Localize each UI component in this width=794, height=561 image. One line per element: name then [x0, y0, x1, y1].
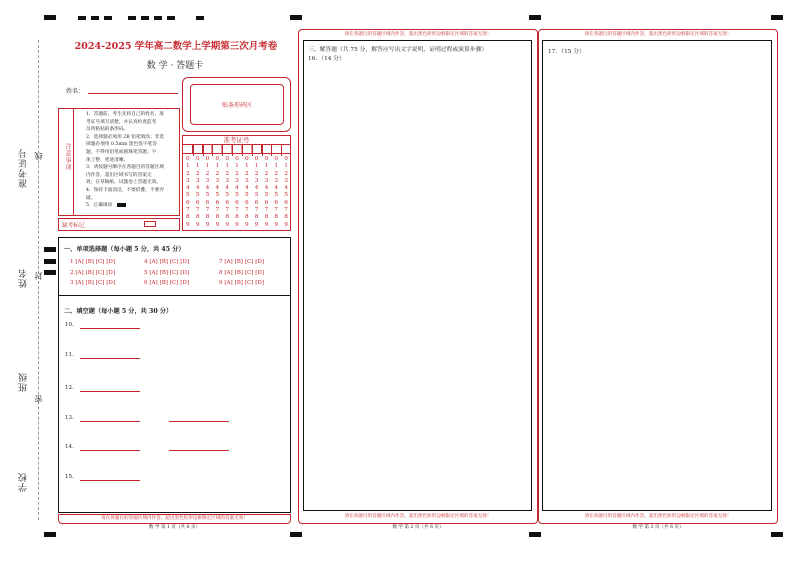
exam-no-digit-bubble[interactable]: 3	[254, 177, 259, 184]
exam-no-digit-column	[233, 156, 241, 229]
exam-no-digit-bubble[interactable]: 8	[254, 214, 259, 221]
exam-no-digit-bubble[interactable]: 6	[205, 199, 210, 206]
exam-no-digit-bubble[interactable]: 0	[205, 156, 210, 162]
exam-no-digit-bubble[interactable]: 1	[195, 163, 200, 170]
notes-text	[86, 111, 178, 210]
alignment-mark	[529, 15, 541, 20]
choice-row	[70, 270, 290, 281]
alignment-mark	[78, 16, 86, 20]
q17-label: 17．（15 分）	[548, 49, 585, 55]
alignment-mark	[290, 15, 302, 20]
exam-no-digit-bubble[interactable]: 1	[254, 163, 259, 170]
exam-no-digit-column	[184, 156, 192, 229]
exam-no-digit-bubble[interactable]: 0	[284, 156, 288, 162]
notes-line: 内作答，超出区域书写的答案无	[86, 172, 152, 178]
exam-no-digit-bubble[interactable]: 4	[264, 185, 269, 192]
choice-q6[interactable]: 6 [A] [B] [C] [D]	[144, 280, 190, 286]
name-input-line[interactable]	[88, 93, 178, 94]
exam-no-digit-bubble[interactable]: 1	[264, 163, 269, 170]
page-title: 2024-2025 学年高二数学上学期第三次月考卷	[74, 41, 278, 52]
exam-no-digit-bubble[interactable]: 5	[254, 192, 259, 199]
exam-no-digit-bubble[interactable]: 9	[274, 221, 279, 228]
exam-no-digit-bubble[interactable]: 3	[284, 177, 288, 184]
exam-no-digit-bubble[interactable]: 2	[186, 170, 190, 177]
exam-no-digit-bubble[interactable]: 0	[274, 156, 279, 162]
footer-page1: 数 学 第 1 页（共 6 页）	[148, 525, 201, 530]
exam-no-digit-bubble[interactable]: 8	[284, 214, 288, 221]
fill-number: 13．	[65, 415, 78, 421]
exam-no-digit-bubble[interactable]: 3	[235, 177, 239, 184]
exam-no-digit-bubble[interactable]: 0	[186, 156, 190, 162]
exam-no-digit-bubble[interactable]: 2	[195, 170, 200, 177]
choice-q9[interactable]: 9 [A] [B] [C] [D]	[219, 280, 265, 286]
exam-no-digit-bubble[interactable]: 4	[284, 185, 288, 192]
exam-no-digit-bubble[interactable]: 8	[244, 214, 249, 221]
exam-no-column-separator	[242, 145, 243, 156]
exam-no-digit-bubble[interactable]: 4	[195, 185, 200, 192]
exam-no-digit-bubble[interactable]: 8	[264, 214, 269, 221]
side-mark	[44, 270, 56, 275]
choice-row	[70, 259, 290, 270]
warning-text-page2-top: 请在各题目的答题区域内作答，超出黑色矩形边框限定区域的答案无效！	[344, 32, 492, 37]
fill-number: 14．	[65, 444, 78, 450]
fill-item-12	[65, 384, 140, 392]
exam-no-digit-column	[204, 156, 212, 229]
alignment-mark	[290, 532, 302, 537]
exam-no-column-separator	[222, 145, 223, 156]
exam-no-digit-bubble[interactable]: 1	[225, 163, 230, 170]
exam-no-digit-bubble[interactable]: 1	[235, 163, 239, 170]
exam-no-digit-bubble[interactable]: 6	[215, 199, 220, 206]
exam-no-digit-bubble[interactable]: 1	[186, 163, 190, 170]
fill-item-13	[65, 414, 229, 422]
exam-no-digit-bubble[interactable]: 5	[235, 192, 239, 199]
exam-no-digit-bubble[interactable]: 7	[235, 207, 239, 214]
exam-no-digit-column	[223, 156, 231, 229]
exam-no-column-separator	[252, 145, 253, 156]
alignment-mark	[141, 16, 149, 20]
exam-no-digit-column	[272, 156, 280, 229]
exam-no-digit-bubble[interactable]: 2	[205, 170, 210, 177]
binding-name-label: 姓名	[19, 268, 29, 288]
exam-no-digit-bubble[interactable]: 7	[274, 207, 279, 214]
warning-text-page2-bottom: 请在各题目的答题区域内作答，超出黑色矩形边框限定区域的答案无效！	[344, 514, 492, 519]
exam-no-digit-bubble[interactable]: 7	[225, 207, 230, 214]
exam-no-digit-bubble[interactable]: 6	[235, 199, 239, 206]
exam-no-digit-bubble[interactable]: 5	[284, 192, 288, 199]
exam-no-digit-bubble[interactable]: 1	[215, 163, 220, 170]
exam-no-digit-bubble[interactable]: 9	[254, 221, 259, 228]
choice-q5[interactable]: 5 [A] [B] [C] [D]	[144, 269, 190, 276]
exam-no-digit-bubble[interactable]: 7	[215, 207, 220, 214]
notes-line: 3．请按题号顺序在各题目的答题区域	[86, 165, 164, 171]
exam-no-digit-bubble[interactable]: 8	[215, 214, 220, 221]
exam-no-digit-bubble[interactable]: 5	[225, 192, 230, 199]
exam-no-digit-bubble[interactable]: 6	[244, 199, 249, 206]
exam-no-digit-bubble[interactable]: 9	[284, 221, 288, 228]
binding-seal-char: 封	[34, 272, 43, 280]
fill-answer-line[interactable]	[80, 443, 140, 451]
exam-no-digit-column	[262, 156, 270, 229]
fill-number: 11．	[65, 352, 78, 358]
exam-no-column-separator	[203, 145, 204, 156]
missing-exam-label: 缺考标记	[62, 223, 85, 229]
fill-item-11	[65, 351, 140, 359]
exam-no-digit-bubble[interactable]: 8	[186, 214, 190, 221]
exam-no-digit-column	[213, 156, 221, 229]
section-divider	[58, 295, 291, 296]
exam-no-column-separator	[281, 145, 282, 156]
binding-tight-char: 密	[34, 395, 43, 403]
fill-answer-line[interactable]	[80, 321, 140, 329]
alignment-mark	[771, 15, 783, 20]
exam-no-digit-bubble[interactable]: 6	[274, 199, 279, 206]
notes-title: 注意事项	[64, 143, 71, 171]
fill-number: 15．	[65, 474, 78, 480]
fill-item-15	[65, 473, 140, 481]
name-label: 姓名：	[66, 88, 85, 95]
exam-no-digit-bubble[interactable]: 2	[215, 170, 220, 177]
alignment-mark	[167, 16, 175, 20]
exam-no-digit-bubble[interactable]: 3	[244, 177, 249, 184]
fill-number: 12．	[65, 385, 78, 391]
exam-no-digit-bubble[interactable]: 1	[284, 163, 288, 170]
answer-area-page2[interactable]	[303, 40, 532, 511]
exam-no-digit-bubble[interactable]: 2	[244, 170, 249, 177]
exam-no-digit-bubble[interactable]: 3	[274, 177, 279, 184]
notes-line: 2．选择题必须用 2B 铅笔填涂；非选	[86, 134, 165, 140]
exam-no-digit-bubble[interactable]: 3	[205, 177, 210, 184]
exam-no-digit-bubble[interactable]: 9	[195, 221, 200, 228]
notes-line: 4．保持卡面清洁，不要折叠、不要弄	[86, 187, 164, 193]
exam-no-digit-bubble[interactable]: 9	[235, 221, 239, 228]
notes-line: 考证号填写清楚，并认真检查监考	[86, 119, 157, 125]
choice-q2[interactable]: 2 [A] [B] [C] [D]	[70, 269, 116, 276]
exam-no-digit-bubble[interactable]: 3	[215, 177, 220, 184]
notes-line: 择题必须用 0.5mm 黑色签字笔答	[86, 142, 157, 148]
exam-no-digit-bubble[interactable]: 5	[274, 192, 279, 199]
exam-no-digit-column	[194, 156, 202, 229]
exam-no-digit-bubble[interactable]: 0	[225, 156, 230, 162]
warning-text-page3-top: 请在各题目的答题区域内作答，超出黑色矩形边框限定区域的答案无效！	[584, 32, 732, 37]
fill-item-10	[65, 321, 140, 329]
alignment-mark	[771, 532, 783, 537]
alignment-mark	[529, 532, 541, 537]
warning-text-page3-bottom: 请在各题目的答题区域内作答，超出黑色矩形边框限定区域的答案无效！	[584, 514, 732, 519]
exam-no-column-separator	[232, 145, 233, 156]
exam-no-digit-bubble[interactable]: 8	[274, 214, 279, 221]
barcode-label: 贴条形码区	[221, 102, 252, 109]
exam-no-digit-bubble[interactable]: 3	[195, 177, 200, 184]
exam-no-digit-bubble[interactable]: 4	[235, 185, 239, 192]
alignment-mark	[44, 15, 56, 20]
exam-no-digit-bubble[interactable]: 3	[264, 177, 269, 184]
choice-q3[interactable]: 3 [A] [B] [C] [D]	[70, 280, 116, 286]
exam-no-digit-bubble[interactable]: 6	[195, 199, 200, 206]
exam-no-column-separator	[262, 145, 263, 156]
alignment-mark	[196, 16, 204, 20]
exam-no-digit-bubble[interactable]: 7	[254, 207, 259, 214]
exam-no-digit-bubble[interactable]: 7	[195, 207, 200, 214]
fill-answer-line-2[interactable]	[169, 414, 229, 422]
exam-no-digit-column	[253, 156, 261, 229]
exam-no-digit-bubble[interactable]: 0	[244, 156, 249, 162]
choice-q1[interactable]: 1 [A] [B] [C] [D]	[70, 259, 116, 265]
q16-label: 16．（14 分）	[308, 56, 345, 62]
fill-answer-line[interactable]	[80, 473, 140, 481]
exam-no-digit-bubble[interactable]: 5	[195, 192, 200, 199]
notes-line: 体工整、笔迹清晰。	[86, 157, 129, 163]
exam-no-write-row[interactable]	[182, 145, 291, 154]
exam-no-digit-bubble[interactable]: 1	[274, 163, 279, 170]
exam-no-digit-bubble[interactable]: 4	[205, 185, 210, 192]
exam-no-label: 准考证号	[182, 136, 291, 145]
exam-no-digit-bubble[interactable]: 8	[205, 214, 210, 221]
fill-answer-line[interactable]	[80, 351, 140, 359]
fill-answer-line[interactable]	[80, 384, 140, 392]
notes-line: 题，不得用铅笔或圆珠笔答题；字	[86, 149, 157, 155]
exam-no-column-separator	[212, 145, 213, 156]
exam-no-digit-bubble[interactable]: 9	[225, 221, 230, 228]
exam-no-digit-bubble[interactable]: 5	[205, 192, 210, 199]
footer-page2: 数 学 第 2 页（共 6 页）	[392, 525, 444, 530]
choice-q4[interactable]: 4 [A] [B] [C] [D]	[144, 259, 190, 265]
exam-no-digit-bubble[interactable]: 7	[186, 207, 190, 214]
exam-no-digit-bubble[interactable]: 9	[205, 221, 210, 228]
exam-no-digit-bubble[interactable]: 7	[205, 207, 210, 214]
exam-no-digit-bubble[interactable]: 2	[254, 170, 259, 177]
exam-no-digit-bubble[interactable]: 2	[284, 170, 288, 177]
section3-title: 三、解答题（共 75 分，解答应写出文字说明、证明过程或演算步骤）	[308, 47, 488, 53]
page-subtitle: 数 学 · 答题卡	[146, 61, 204, 71]
exam-no-digit-bubble[interactable]: 4	[215, 185, 220, 192]
exam-no-digit-bubble[interactable]: 8	[195, 214, 200, 221]
alignment-mark	[104, 16, 112, 20]
binding-school-label: 学校	[19, 472, 29, 492]
footer-page3: 数 学 第 3 页（共 6 页）	[632, 525, 684, 530]
exam-no-digit-bubble[interactable]: 6	[225, 199, 230, 206]
notes-line	[86, 202, 178, 210]
exam-no-digit-bubble[interactable]: 0	[235, 156, 239, 162]
exam-no-digit-column	[243, 156, 251, 229]
side-mark	[44, 247, 56, 252]
exam-no-digit-bubble[interactable]: 2	[264, 170, 269, 177]
exam-no-digit-bubble[interactable]: 4	[225, 185, 230, 192]
exam-no-digit-bubble[interactable]: 6	[186, 199, 190, 206]
warning-text-page1: 请在各题目的答题区域内作答，超出黑色矩形边框限定区域的答案无效！	[100, 516, 248, 521]
answer-area-page3[interactable]	[542, 40, 772, 511]
exam-no-digit-bubble[interactable]: 9	[244, 221, 249, 228]
exam-no-digit-bubble[interactable]: 4	[274, 185, 279, 192]
exam-no-digit-bubble[interactable]: 8	[225, 214, 230, 221]
fill-number: 10．	[65, 322, 78, 328]
exam-no-digit-bubble[interactable]: 5	[186, 192, 190, 199]
exam-no-digit-bubble[interactable]: 9	[264, 221, 269, 228]
side-mark	[44, 259, 56, 264]
notes-line: 员所粘贴的条形码。	[86, 127, 129, 133]
binding-exam-no-label: 准考证号	[19, 148, 29, 188]
exam-no-digit-column	[282, 156, 290, 229]
exam-no-digit-bubble[interactable]: 6	[264, 199, 269, 206]
choice-row	[70, 280, 290, 291]
exam-no-digit-bubble[interactable]: 6	[284, 199, 288, 206]
exam-no-digit-bubble[interactable]: 4	[244, 185, 249, 192]
exam-no-digit-bubble[interactable]: 7	[284, 207, 288, 214]
notes-line: 破。	[86, 195, 96, 201]
exam-no-digit-bubble[interactable]: 2	[225, 170, 230, 177]
exam-no-digit-bubble[interactable]: 5	[215, 192, 220, 199]
exam-no-digit-bubble[interactable]: 0	[215, 156, 220, 162]
choice-q7[interactable]: 7 [A] [B] [C] [D]	[219, 259, 265, 265]
alignment-mark	[128, 16, 136, 20]
exam-no-digit-bubble[interactable]: 9	[186, 221, 190, 228]
exam-no-column-separator	[193, 145, 194, 156]
fill-answer-line[interactable]	[80, 414, 140, 422]
binding-class-label: 班级	[19, 372, 29, 392]
exam-no-digit-grid	[183, 156, 291, 231]
notes-line: 1．答题前，考生先将自己的姓名、准	[86, 112, 164, 117]
exam-no-column-separator	[271, 145, 272, 156]
exam-no-digit-bubble[interactable]: 1	[244, 163, 249, 170]
exam-no-digit-bubble[interactable]: 6	[254, 199, 259, 206]
exam-no-digit-bubble[interactable]: 0	[254, 156, 259, 162]
exam-no-digit-bubble[interactable]: 1	[205, 163, 210, 170]
missing-exam-checkbox[interactable]	[144, 221, 156, 227]
exam-no-digit-bubble[interactable]: 7	[244, 207, 249, 214]
exam-no-digit-bubble[interactable]: 2	[274, 170, 279, 177]
alignment-mark	[154, 16, 162, 20]
exam-no-digit-bubble[interactable]: 4	[254, 185, 259, 192]
alignment-mark	[44, 532, 56, 537]
filled-sample-box	[117, 203, 126, 207]
choice-q8[interactable]: 8 [A] [B] [C] [D]	[219, 269, 265, 276]
exam-no-digit-bubble[interactable]: 5	[244, 192, 249, 199]
exam-no-digit-bubble[interactable]: 4	[186, 185, 190, 192]
section2-title: 二、填空题（每小题 5 分，共 30 分）	[64, 308, 173, 315]
exam-no-digit-bubble[interactable]: 3	[186, 177, 190, 184]
exam-no-digit-bubble[interactable]: 5	[264, 192, 269, 199]
fill-answer-line-2[interactable]	[169, 443, 229, 451]
exam-no-digit-bubble[interactable]: 8	[235, 214, 239, 221]
section1-title: 一、单项选择题（每小题 5 分，共 45 分）	[64, 246, 185, 253]
alignment-mark	[91, 16, 99, 20]
exam-no-digit-bubble[interactable]: 0	[195, 156, 200, 162]
binding-dashed-line	[38, 40, 39, 520]
exam-no-digit-bubble[interactable]: 0	[264, 156, 269, 162]
notes-line-text: 5．正确填涂	[86, 203, 113, 209]
notes-line: 效；在草稿纸、试题卷上答题无效。	[86, 180, 162, 186]
exam-no-digit-bubble[interactable]: 9	[215, 221, 220, 228]
exam-no-digit-bubble[interactable]: 7	[264, 207, 269, 214]
exam-no-digit-bubble[interactable]: 2	[235, 170, 239, 177]
fill-item-14	[65, 443, 229, 451]
choice-grid	[70, 259, 290, 291]
exam-no-digit-bubble[interactable]: 3	[225, 177, 230, 184]
binding-line-char: 线	[34, 152, 43, 160]
